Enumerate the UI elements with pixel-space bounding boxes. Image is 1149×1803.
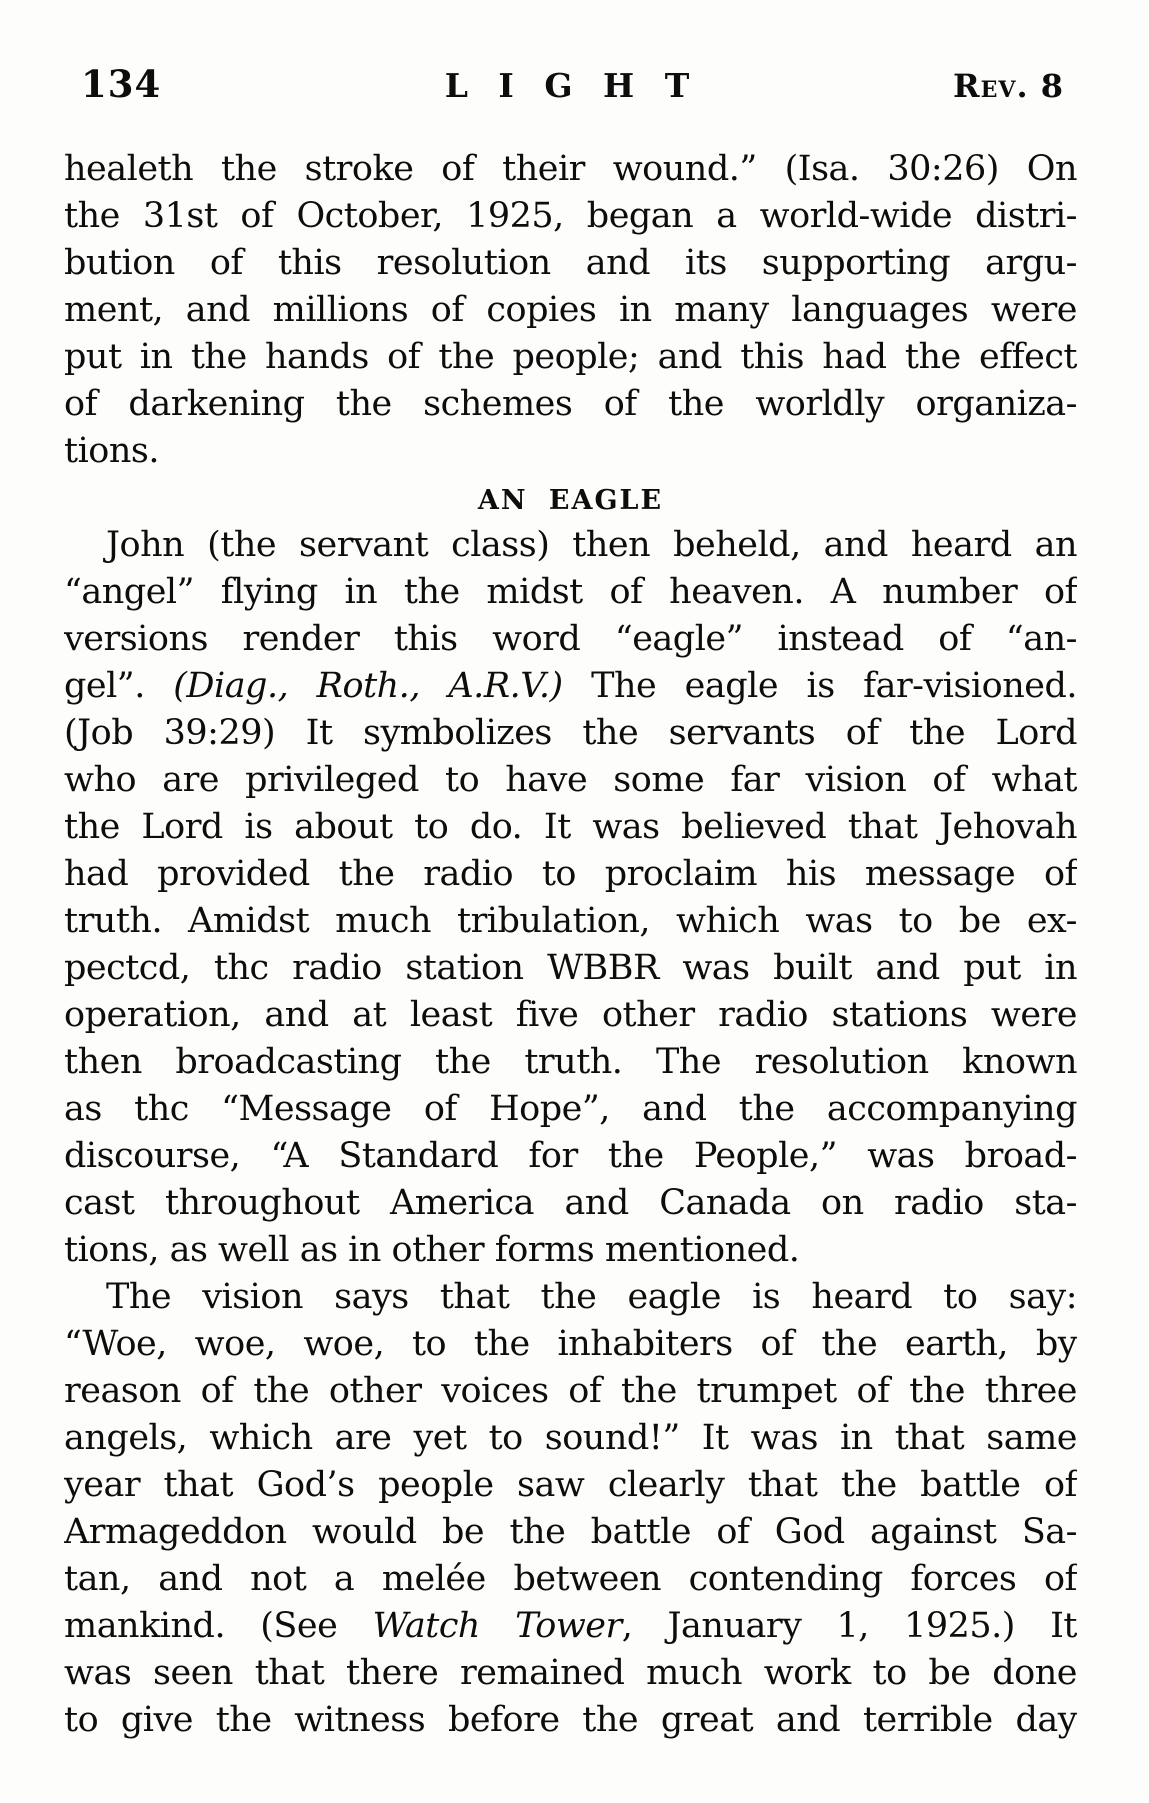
text-line: as thc “Message of Hope”, and the accompanying [64, 1089, 1077, 1129]
book-title: L I G H T [444, 66, 697, 105]
text-line: put in the hands of the people; and this had the effect [64, 337, 1077, 377]
text-line: discourse, “A Standard for the People,” was broad- [64, 1136, 1077, 1176]
text-line: gel”. (Diag., Roth., A.R.V.) The eagle is far-visioned. [64, 666, 1077, 706]
text-line: year that God’s people saw clearly that the battle of [64, 1465, 1077, 1505]
text-line: angels, which are yet to sound!” It was in that same [64, 1418, 1077, 1458]
text-line: “Woe, woe, woe, to the inhabiters of the earth, by [64, 1324, 1077, 1364]
page-number: 134 [81, 62, 162, 106]
text-line: (Job 39:29) It symbolizes the servants of the Lord [64, 713, 1077, 753]
text-line: the 31st of October, 1925, began a world-wide distri- [64, 196, 1077, 236]
text-line: “angel” flying in the midst of heaven. A number of [64, 572, 1077, 612]
text-line: then broadcasting the truth. The resolution known [64, 1042, 1077, 1082]
text-line: operation, and at least five other radio stations were [64, 995, 1077, 1035]
text-line: The vision says that the eagle is heard to say: [106, 1277, 1077, 1317]
text-line: truth. Amidst much tribulation, which was to be ex- [64, 901, 1077, 941]
section-heading: AN EAGLE [477, 485, 664, 516]
running-reference: Rev. 8 [953, 67, 1064, 105]
text-line: ment, and millions of copies in many languages were [64, 290, 1077, 330]
text-line: tan, and not a melée between contending forces of [64, 1559, 1077, 1599]
text-line: reason of the other voices of the trumpet of the three [64, 1371, 1077, 1411]
text-line: tions. [64, 431, 159, 471]
text-line: tions, as well as in other forms mentioned. [64, 1230, 800, 1270]
text-block [64, 146, 1077, 1744]
text-line: was seen that there remained much work to be done [64, 1653, 1077, 1693]
text-line: bution of this resolution and its supporting argu- [64, 243, 1077, 283]
text-line: to give the witness before the great and terrible day [64, 1700, 1077, 1740]
text-line: versions render this word “eagle” instead of “an- [64, 619, 1077, 659]
text-line: healeth the stroke of their wound.” (Isa. 30:26) On [64, 149, 1077, 189]
text-line: John (the servant class) then beheld, and heard an [106, 525, 1077, 565]
text-line: Armageddon would be the battle of God against Sa- [64, 1512, 1077, 1552]
text-line: had provided the radio to proclaim his message of [64, 854, 1077, 894]
text-line: mankind. (See Watch Tower, January 1, 1925.) It [64, 1606, 1077, 1646]
text-line: pectcd, thc radio station WBBR was built and put in [64, 948, 1077, 988]
text-line: cast throughout America and Canada on radio sta- [64, 1183, 1077, 1223]
page-header [64, 62, 1077, 104]
text-line: the Lord is about to do. It was believed that Jehovah [64, 807, 1077, 847]
text-line: who are privileged to have some far vision of what [64, 760, 1077, 800]
text-line: of darkening the schemes of the worldly organiza- [64, 384, 1077, 424]
